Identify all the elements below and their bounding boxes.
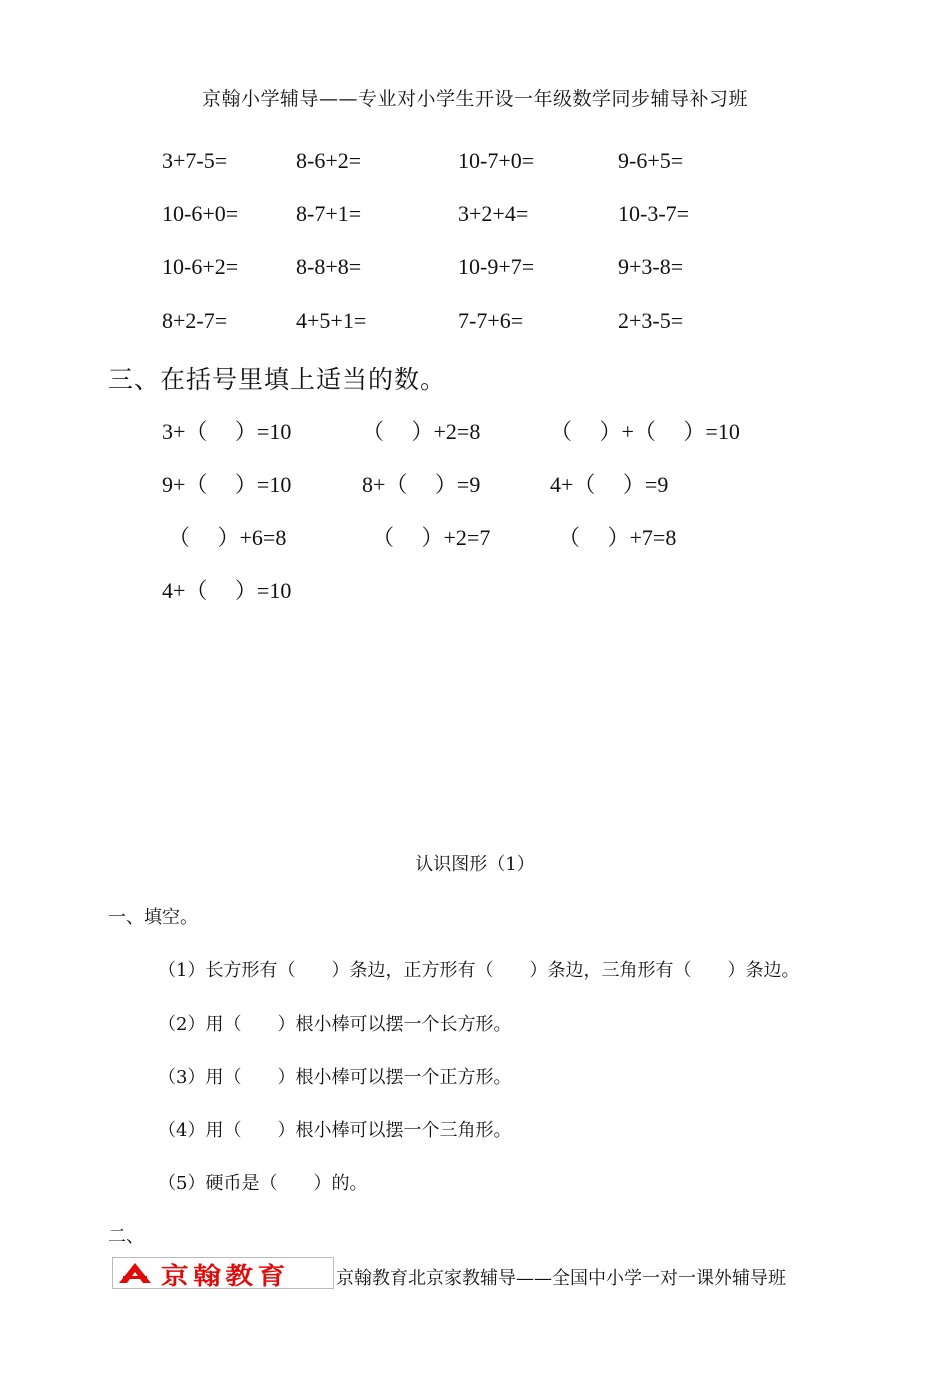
fill-blank-equation: （ ）+2=7 (372, 525, 491, 550)
question-item: （2）用（ ）根小棒可以摆一个长方形。 (158, 1014, 512, 1035)
fill-blank-equation: （ ）+2=8 (362, 419, 481, 444)
footer-text: 京翰教育北京家教辅导——全国中小学一对一课外辅导班 (336, 1268, 786, 1289)
equation: 4+5+1= (296, 308, 367, 333)
fill-blank-equation: 8+（ ）=9 (362, 472, 481, 497)
equation: 2+3-5= (618, 308, 684, 333)
equation: 10-6+0= (162, 201, 239, 226)
question-item: （4）用（ ）根小棒可以摆一个三角形。 (158, 1120, 512, 1141)
page-footer (0, 1254, 950, 1294)
fill-blank-equation: 4+（ ）=10 (162, 578, 292, 603)
fill-blank-equation: 9+（ ）=10 (162, 472, 292, 497)
equation: 8-8+8= (296, 254, 362, 279)
brand-logo-text: 京翰教育 (161, 1261, 290, 1290)
equation: 9+3-8= (618, 254, 684, 279)
equation: 10-3-7= (618, 201, 690, 226)
question-item: （1）长方形有（ ）条边，正方形有（ ）条边，三角形有（ ）条边。 (158, 960, 800, 981)
question-item: （5）硬币是（ ）的。 (158, 1173, 368, 1194)
equation: 3+7-5= (162, 148, 228, 173)
equation: 3+2+4= (458, 201, 529, 226)
fill-blank-equation: （ ）+（ ）=10 (550, 419, 740, 444)
brand-logo (112, 1257, 334, 1289)
section-1-heading: 一、填空。 (108, 907, 198, 928)
fill-blank-equation: （ ）+6=8 (168, 525, 287, 550)
equation: 10-6+2= (162, 254, 239, 279)
fill-blank-equation: 3+（ ）=10 (162, 419, 292, 444)
fill-blank-equation: （ ）+7=8 (558, 525, 677, 550)
equation: 7-7+6= (458, 308, 524, 333)
equation: 10-7+0= (458, 148, 535, 173)
equation: 8+2-7= (162, 308, 228, 333)
lesson-title: 认识图形（1） (415, 854, 535, 875)
section-2-heading: 二、 (108, 1226, 144, 1247)
fill-blank-equation: 4+（ ）=9 (550, 472, 669, 497)
section-3-heading: 三、在括号里填上适当的数。 (108, 365, 447, 394)
equation: 9-6+5= (618, 148, 684, 173)
equation: 10-9+7= (458, 254, 535, 279)
page-header: 京翰小学辅导——专业对小学生开设一年级数学同步辅导补习班 (201, 88, 748, 110)
brand-mark-icon (117, 1261, 153, 1285)
question-item: （3）用（ ）根小棒可以摆一个正方形。 (158, 1067, 512, 1088)
equation: 8-6+2= (296, 148, 362, 173)
equation: 8-7+1= (296, 201, 362, 226)
